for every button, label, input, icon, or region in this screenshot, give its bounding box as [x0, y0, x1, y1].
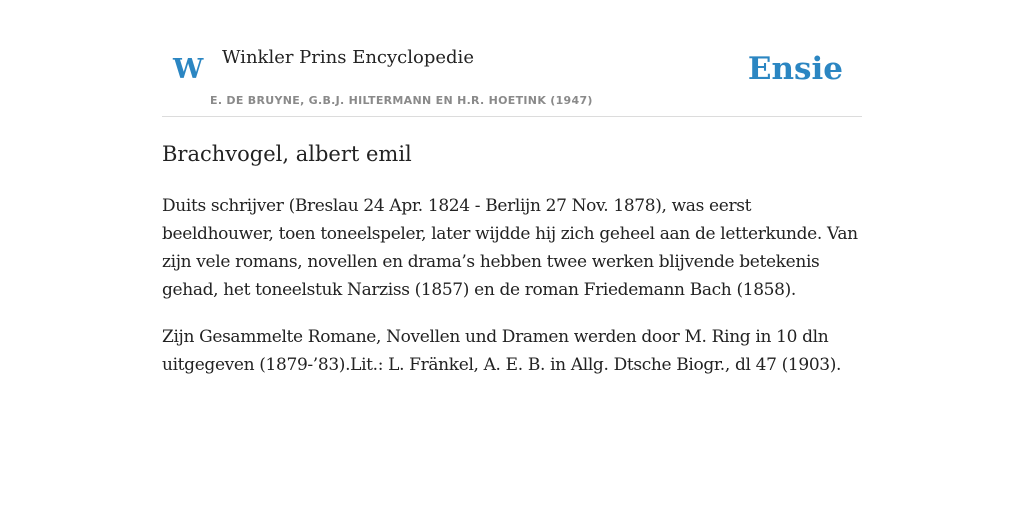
article-paragraph: Zijn Gesammelte Romane, Novellen und Dramen werden door M. Ring in 10 dln uitgegeven (1879-’83).Lit.: L. Fränkel, A. E. B. in Allg. Dtsche Biogr., dl 47 (1903). — [162, 327, 842, 375]
article-paragraph: Duits schrijver (Breslau 24 Apr. 1824 - Berlijn 27 Nov. 1878), was eerst beeldhouwer, toen toneelspeler, later wijdde hij zich geheel aan de letterkunde. Van zijn vele romans, novellen en drama’s hebben twee werken blijvende betekenis gehad, het toneelstuk Narziss (1857) en de roman Friedemann Bach (1858). — [162, 196, 858, 300]
source-authors: E. DE BRUYNE, G.B.J. HILTERMANN EN H.R. HOETINK (1947) — [210, 94, 593, 107]
article-title: Brachvogel, albert emil — [162, 142, 412, 166]
source-header — [162, 0, 862, 117]
ensie-logo-link[interactable]: Ensie — [747, 51, 843, 87]
article — [162, 138, 862, 379]
source-title[interactable]: Winkler Prins Encyclopedie — [222, 47, 474, 68]
source-logo-icon: W — [173, 54, 204, 85]
